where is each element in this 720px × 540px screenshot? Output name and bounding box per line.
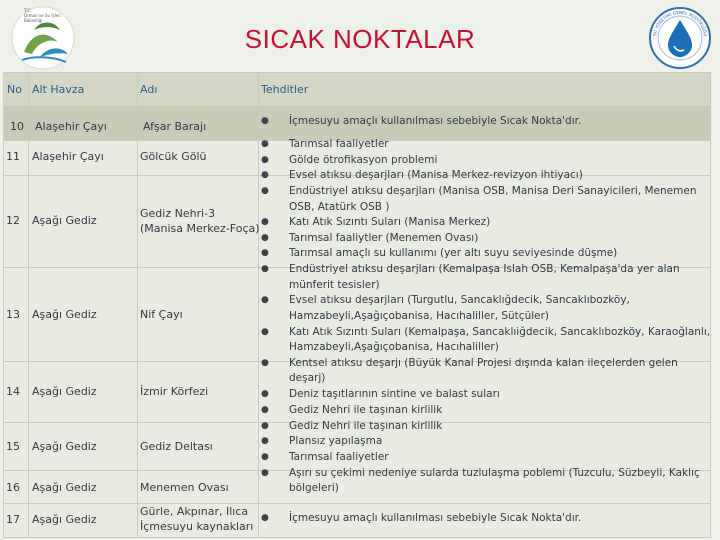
bullet-icon: ● (261, 170, 269, 180)
row-basin: Aşağı Gediz (32, 308, 97, 321)
svg-text:T.C.: T.C. (24, 8, 32, 13)
threat-line: Endüstriyel atıksu deşarjları (Kemalpaşa Islah OSB, Kemalpaşa'da yer alan (289, 263, 680, 275)
hotspot-table (3, 72, 711, 538)
row-name-line: Gediz Nehri-3 (140, 207, 216, 220)
bullet-icon: ● (261, 295, 269, 305)
threat-line: Tarımsal faaliytler (Menemen Ovası) (289, 232, 479, 244)
threat-line: İçmesuyu amaçlı kullanılması sebebiyle Sıcak Nokta'dır. (289, 512, 582, 524)
bullet-icon: ● (261, 452, 269, 462)
bullet-icon: ● (261, 405, 269, 415)
bullet-icon: ● (261, 217, 269, 227)
bullet-icon: ● (261, 139, 269, 149)
bullet-icon: ● (261, 421, 269, 431)
row-basin: Alaşehir Çayı (32, 150, 104, 163)
threat-line: Hamzabeyli,Aşağıçobanisa, Hacıhaliller, Sütçüler) (289, 310, 550, 322)
bullet-icon: ● (261, 186, 269, 196)
threat-line: Deniz taşıtlarının sintine ve balast suları (289, 388, 500, 400)
threat-line: Katı Atık Sızıntı Suları (Manisa Merkez) (289, 216, 491, 228)
row-basin: Alaşehir Çayı (35, 120, 107, 133)
row-name-line: (Manisa Merkez-Foça) (140, 222, 260, 235)
threat-line: Katı Atık Sızıntı Suları (Kemalpaşa, Sancaklıiğdecik, Sancaklıbozköy, Karaoğlanlı, (289, 326, 711, 338)
row-basin: Aşağı Gediz (32, 214, 97, 227)
row-no: 11 (6, 150, 20, 163)
bullet-icon: ● (261, 116, 269, 126)
bullet-icon: ● (261, 358, 269, 368)
threat-line: Evsel atıksu deşarjları (Turgutlu, Sancaklığdecik, Sancaklıbozköy, (289, 294, 630, 306)
bullet-icon: ● (261, 264, 269, 274)
bullet-icon: ● (261, 155, 269, 165)
row-basin: Aşağı Gediz (32, 440, 97, 453)
row-no: 14 (6, 385, 20, 398)
row-basin: Aşağı Gediz (32, 385, 97, 398)
row-name-line: İçmesuyu kaynakları (140, 520, 254, 533)
threat-line: Endüstriyel atıksu deşarjları (Manisa OSB, Manisa Deri Sanayicileri, Menemen (289, 185, 697, 197)
row-basin: Aşağı Gediz (32, 481, 97, 494)
row-no: 15 (6, 440, 20, 453)
row-name: Gölcük Gölü (140, 150, 207, 163)
threat-line: münferit tesisler) (289, 279, 380, 291)
threat-line: Gölde ötrofikasyon problemi (289, 154, 438, 166)
threat-line: Tarımsal amaçlı su kullanımı (yer altı suyu seviyesinde düşme) (289, 247, 618, 259)
column-header-threats: Tehditler (261, 83, 309, 96)
page-title: SICAK NOKTALAR (244, 24, 476, 54)
row-no: 12 (6, 214, 20, 227)
threat-line: Hamzabeyli,Aşağıçobanisa, Hacıhaliller) (289, 341, 499, 353)
threat-line: Aşırı su çekimi nedeniye sularda tuzlulaşma poblemi (Tuzculu, Süzbeyli, Kaklıç (289, 467, 700, 479)
row-name: Nif Çayı (140, 308, 183, 321)
threat-line: OSB, Atatürk OSB ) (289, 201, 390, 213)
threat-line: Plansız yapılaşma (289, 435, 383, 447)
row-no: 16 (6, 481, 20, 494)
threat-line: Tarımsal faaliyetler (289, 451, 389, 463)
water-directorate-logo (646, 2, 714, 72)
row-name: İzmir Körfezi (140, 385, 209, 398)
column-header-name: Adı (140, 83, 158, 96)
threat-line: bölgeleri) (289, 482, 339, 494)
row-basin: Aşağı Gediz (32, 513, 97, 526)
threat-line: İçmesuyu amaçlı kullanılması sebebiyle Sıcak Nokta'dır. (289, 115, 582, 127)
row-name: Gediz Deltası (140, 440, 213, 453)
row-no: 13 (6, 308, 20, 321)
row-no: 17 (6, 513, 20, 526)
row-no: 10 (10, 120, 24, 133)
svg-text:Orman ve Su İşleri: Orman ve Su İşleri (24, 13, 61, 18)
threat-line: Gediz Nehri ile taşınan kirlilik (289, 420, 443, 432)
threat-line: deşarj) (289, 372, 326, 384)
bullet-icon: ● (261, 233, 269, 243)
row-name: Afşar Barajı (143, 120, 207, 133)
bullet-icon: ● (261, 389, 269, 399)
svg-text:SU YÖNETİMİ GENEL MÜDÜRLÜĞÜ: SU YÖNETİMİ GENEL MÜDÜRLÜĞÜ (652, 9, 708, 37)
column-header-no: No (7, 83, 22, 96)
threat-line: Evsel atıksu deşarjları (Manisa Merkez-revizyon ihtiyacı) (289, 169, 583, 181)
bullet-icon: ● (261, 468, 269, 478)
bullet-icon: ● (261, 436, 269, 446)
bullet-icon: ● (261, 327, 269, 337)
row-name: Menemen Ovası (140, 481, 229, 494)
svg-text:Bakanlığı: Bakanlığı (24, 18, 43, 23)
header-band (3, 72, 711, 106)
row-name-line: Gürle, Akpınar, Ilıca (140, 505, 249, 518)
threat-line: Kentsel atıksu deşarjı (Büyük Kanal Projesi dışında kalan ileçelerden gelen (289, 357, 678, 369)
threat-line: Gediz Nehri ile taşınan kirlilik (289, 404, 443, 416)
column-header-basin: Alt Havza (32, 83, 85, 96)
threat-line: Tarımsal faaliyetler (289, 138, 389, 150)
bullet-icon: ● (261, 513, 269, 523)
bullet-icon: ● (261, 248, 269, 258)
